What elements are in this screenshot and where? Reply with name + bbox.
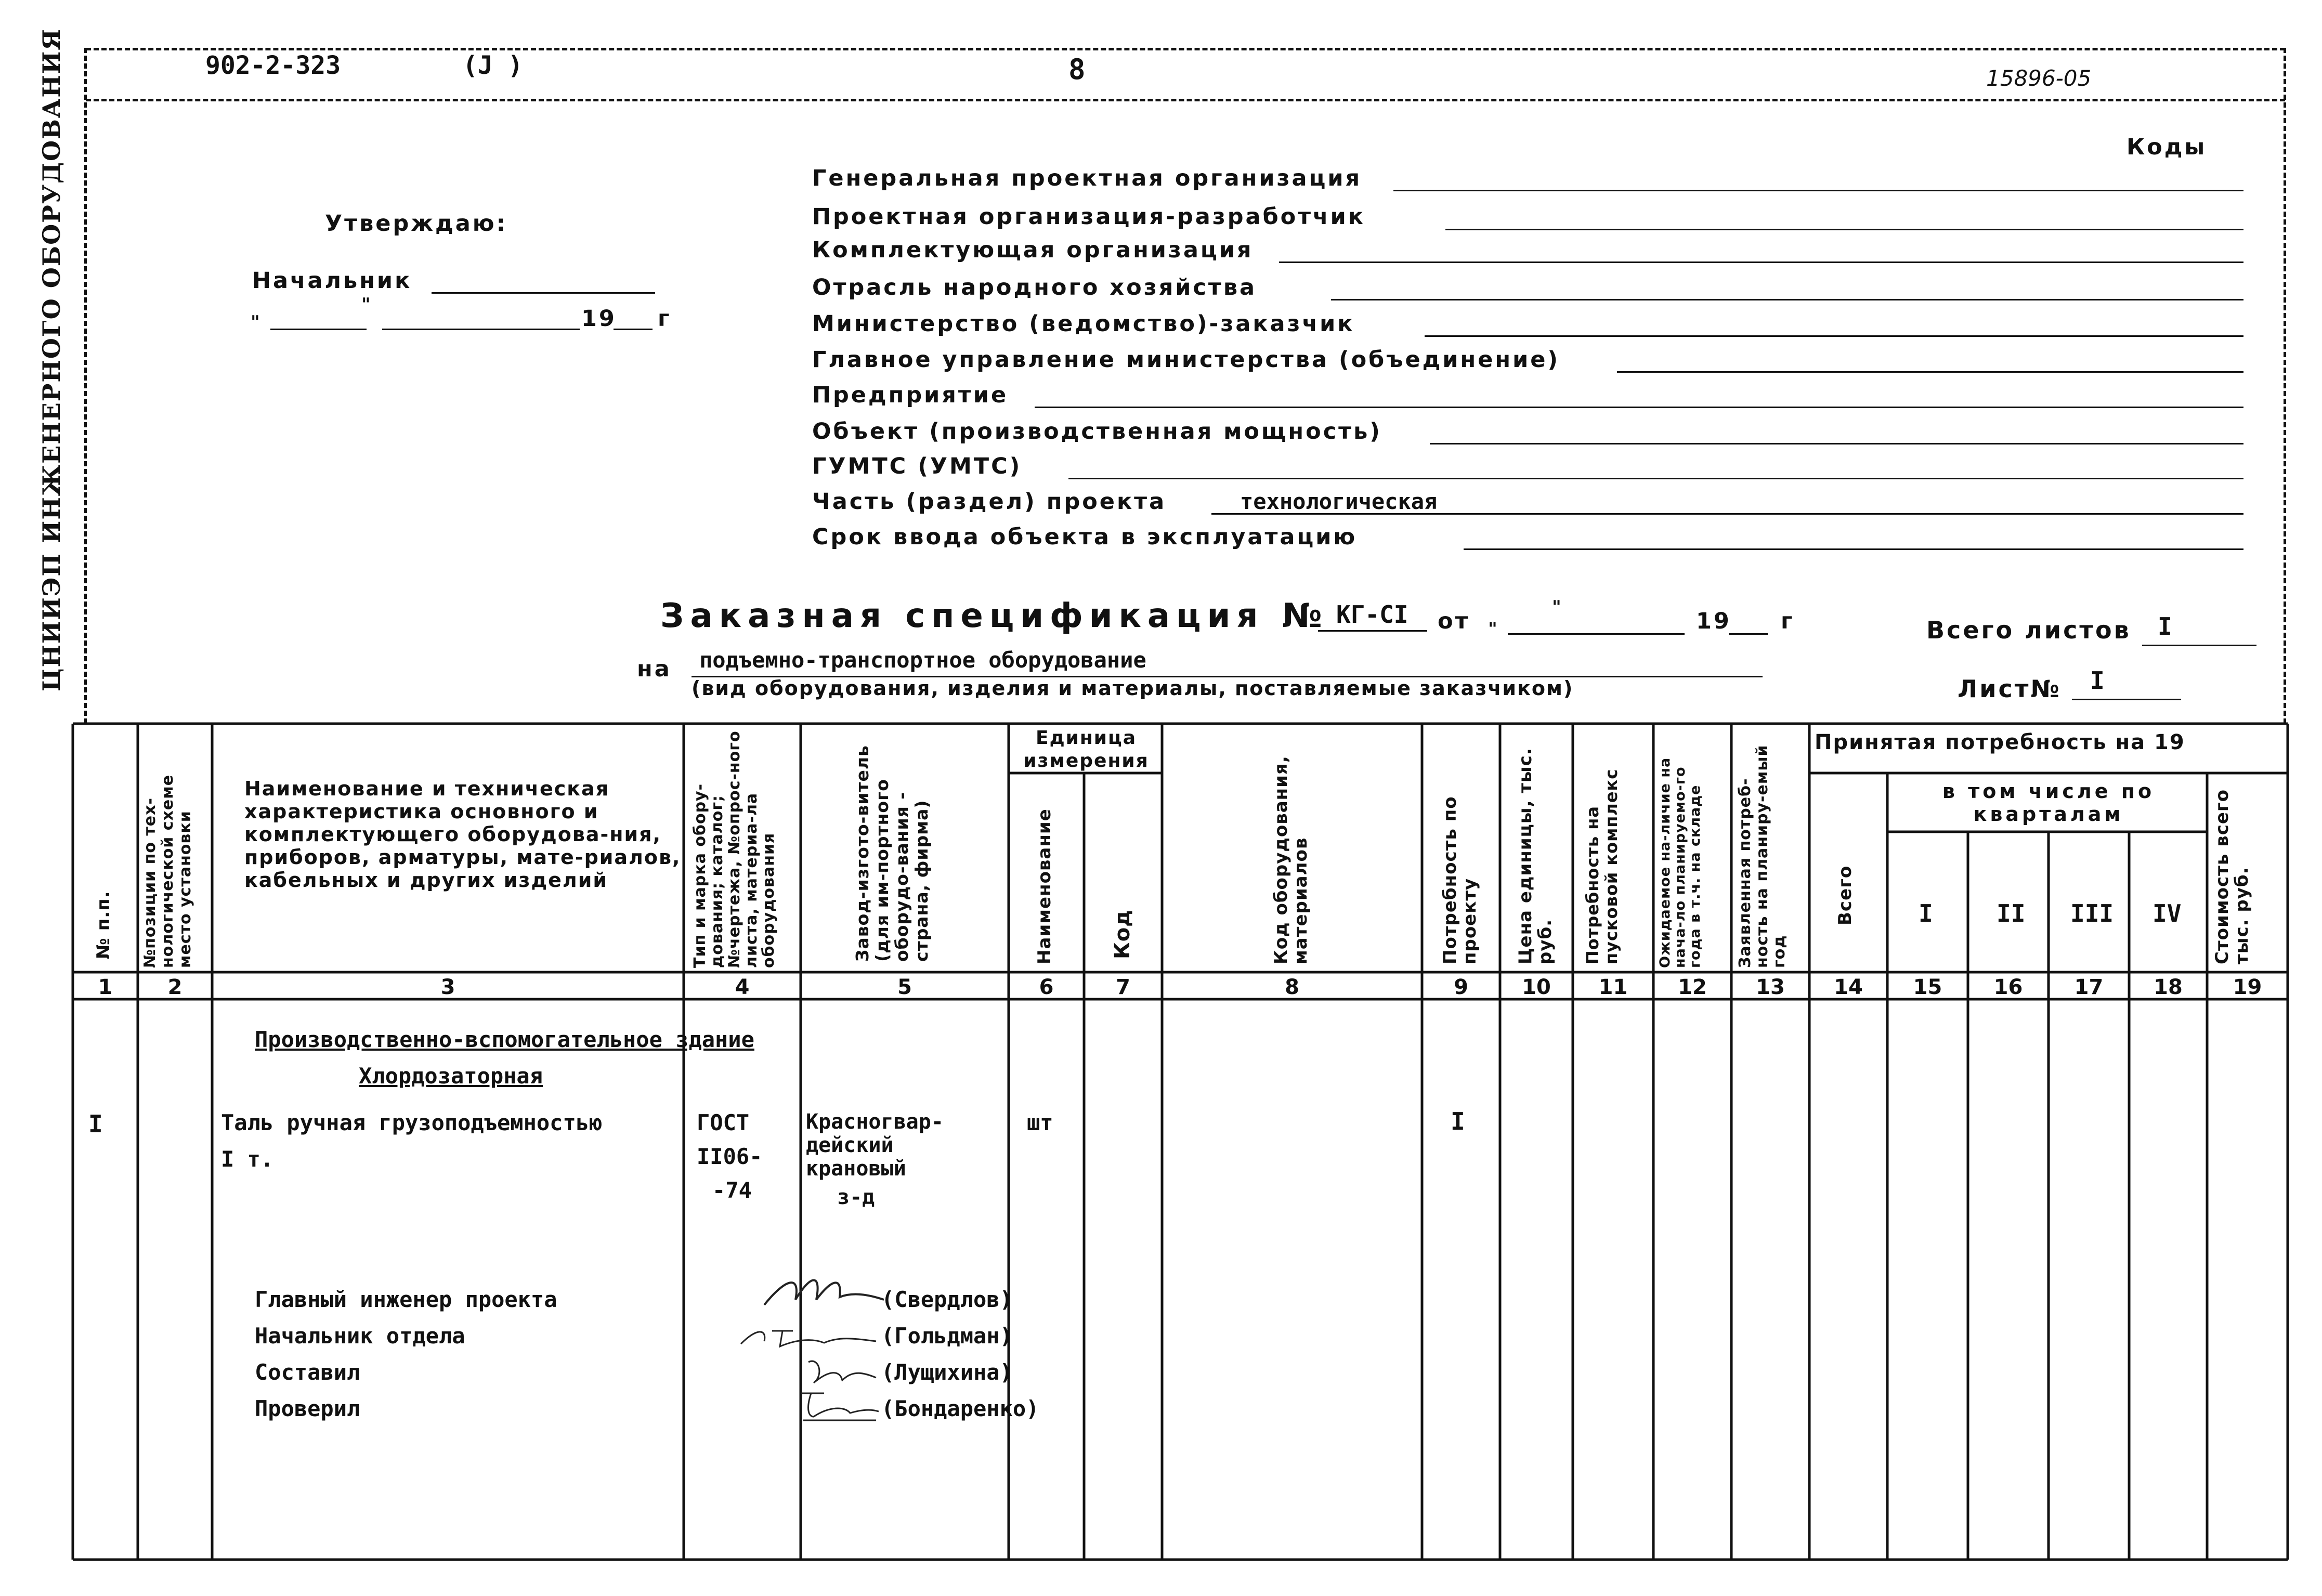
row-maker-line: з-д (837, 1185, 875, 1209)
spec-number: КГ-СI (1336, 600, 1408, 629)
codes-label: Коды (2127, 134, 2207, 160)
row-name-line2: I т. (221, 1146, 274, 1172)
handwritten-signature (754, 1268, 889, 1315)
col16-header: II (1997, 899, 2026, 927)
column-number: 8 (1285, 975, 1299, 999)
sheet-value: I (2090, 666, 2105, 695)
signature-role: Составил (255, 1359, 360, 1385)
column-number: 9 (1454, 975, 1468, 999)
spec-year-suffix: г (1781, 608, 1795, 634)
col3-header: Наименование и техническая характеристика основного и комплектующего оборудова-ния, приборов, арматуры, мате-риалов, кабельных и других изделий (244, 777, 681, 892)
row-maker-line: Красногвар- (806, 1110, 944, 1134)
spec-year: 19 (1696, 608, 1731, 634)
column-number: 11 (1598, 975, 1628, 999)
handwritten-signature (736, 1318, 881, 1354)
col2-header: №позиции по тех-нологической схеме место установки (141, 774, 194, 968)
side-label: ЦНИИЭП ИНЖЕНЕРНОГО ОБОРУДОВАНИЯ (37, 28, 66, 691)
column-number: 17 (2074, 975, 2104, 999)
handwritten-signature (803, 1354, 881, 1391)
page-number: 8 (1068, 53, 1086, 86)
org-field-label: ГУМТС (УМТС) (812, 453, 1022, 479)
org-field-label: Проектная организация-разработчик (812, 204, 1365, 230)
column-number: 19 (2233, 975, 2262, 999)
row-type-line: ГОСТ (697, 1110, 750, 1135)
accepted-group-header: Принятая потребность на 19 (1815, 730, 2185, 754)
col8-header: Код оборудования, материалов (1271, 755, 1311, 964)
archive-number: 15896-05 (1986, 66, 2092, 91)
spec-subject-caption: (вид оборудования, изделия и материалы, поставляемые заказчиком) (692, 677, 1574, 700)
signature-role: Начальник отдела (255, 1323, 465, 1349)
quarters-group-header: в том числе по кварталам (1942, 780, 2155, 826)
approval-quote-open: " (251, 312, 260, 333)
org-field-label: Генеральная проектная организация (812, 165, 1362, 191)
signature-name: (Лущихина) (881, 1359, 1013, 1385)
signature-name: (Гольдман) (881, 1323, 1013, 1349)
signature-name: (Свердлов) (881, 1287, 1013, 1312)
column-number: 5 (897, 975, 912, 999)
org-field-label: Отрасль народного хозяйства (812, 274, 1257, 300)
row-name-line1: Таль ручная грузоподъемностью (221, 1110, 603, 1135)
column-number: 12 (1678, 975, 1707, 999)
org-field-value: технологическая (1240, 489, 1438, 514)
org-field-label: Главное управление министерства (объединение) (812, 347, 1560, 373)
approval-year-suffix: г (658, 306, 672, 332)
chief-label: Начальник (252, 268, 412, 294)
handwritten-signature (793, 1388, 881, 1424)
row-type-line: -74 (712, 1178, 752, 1203)
project-code: 902-2-323 (205, 51, 341, 80)
section-title: Производственно-вспомогательное здание (255, 1027, 754, 1052)
col14-header: Всего (1835, 865, 1856, 925)
spec-quote-open: " (1488, 619, 1497, 639)
approval-quote-close: " (361, 294, 371, 315)
column-number: 18 (2154, 975, 2183, 999)
total-sheets-label: Всего листов (1926, 616, 2131, 644)
album-number: (Ј ) (463, 51, 523, 80)
col12-header: Ожидаемое на-личие на нача-ло планируемо-го года в т.ч. на складе (1657, 757, 1703, 968)
row-maker-line: дейский (806, 1133, 894, 1157)
col7-header: Код (1111, 909, 1134, 959)
approval-year-prefix: 19 (581, 306, 617, 332)
column-number: 14 (1834, 975, 1863, 999)
col11-header: Потребность на пусковой комплекс (1583, 768, 1621, 964)
column-number: 1 (98, 975, 113, 999)
col17-header: III (2070, 899, 2114, 927)
spec-quote-close: " (1552, 597, 1561, 618)
col4-header: Тип и марка обору-дования; каталог; №чертежа, №опрос-ного листа, материа-ла оборудования (691, 730, 778, 968)
org-field-label: Предприятие (812, 382, 1009, 408)
column-number: 4 (735, 975, 750, 999)
sheet-label: Лист№ (1958, 675, 2062, 703)
unit-group-header: Единица измерения (1023, 727, 1149, 771)
signature-name: (Бондаренко) (881, 1396, 1039, 1421)
column-number: 6 (1039, 975, 1054, 999)
org-field-label: Объект (производственная мощность) (812, 418, 1382, 444)
org-field-label: Комплектующая организация (812, 237, 1254, 263)
column-number: 10 (1522, 975, 1551, 999)
col19-header: Стоимость всего тыс. руб. (2212, 789, 2252, 964)
row-number: I (88, 1110, 103, 1138)
column-number: 13 (1756, 975, 1785, 999)
row-type-line: II06- (697, 1144, 763, 1169)
spec-from-label: от (1438, 608, 1470, 634)
column-number: 15 (1913, 975, 1942, 999)
approve-label: Утверждаю: (325, 211, 507, 237)
row-qty: I (1451, 1107, 1465, 1135)
col15-header: I (1919, 899, 1933, 927)
row-unit: шт (1027, 1110, 1053, 1135)
column-number: 7 (1116, 975, 1130, 999)
col18-header: IV (2153, 899, 2182, 927)
col5-header: Завод-изгото-витель (для им-портного оборудо-вания - страна, фирма) (852, 745, 932, 962)
spec-on-label: на (637, 656, 672, 682)
org-field-label: Часть (раздел) проекта (812, 489, 1167, 515)
col1-header: № п.п. (93, 891, 114, 959)
col9-header: Потребность по проекту (1440, 796, 1480, 964)
org-field-label: Срок ввода объекта в эксплуатацию (812, 524, 1358, 550)
total-sheets-value: I (2158, 612, 2172, 640)
col6-header: Наименование (1034, 808, 1055, 964)
spec-subject: подъемно-транспортное оборудование (699, 647, 1146, 673)
col13-header: Заявленная потреб-ность на планиру-емый год (1736, 744, 1789, 968)
column-number: 2 (167, 975, 182, 999)
spec-title: Заказная спецификация № (660, 597, 1328, 635)
row-maker-line: крановый (806, 1157, 906, 1181)
signature-role: Главный инженер проекта (255, 1287, 557, 1312)
column-number: 3 (440, 975, 455, 999)
org-field-label: Министерство (ведомство)-заказчик (812, 311, 1355, 337)
column-number: 16 (1993, 975, 2023, 999)
signature-role: Проверил (255, 1396, 360, 1421)
col10-header: Цена единицы, тыс. руб. (1515, 748, 1556, 964)
section-subtitle: Хлордозаторная (359, 1063, 543, 1089)
